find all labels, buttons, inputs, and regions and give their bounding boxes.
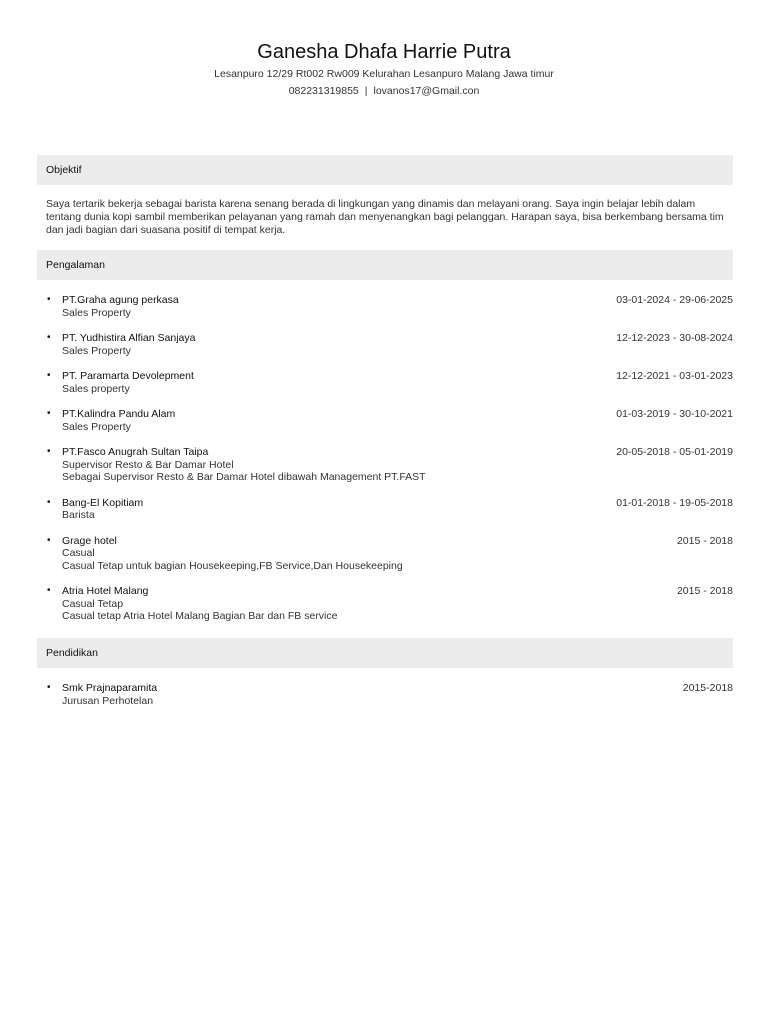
entry-detail: Supervisor Resto & Bar Damar Hotel — [62, 458, 234, 471]
entry-date: 01-01-2018 - 19-05-2018 — [616, 496, 733, 509]
bullet-icon: • — [47, 370, 51, 381]
entry-date: 2015 - 2018 — [676, 534, 733, 547]
entry-detail: Sales property — [62, 382, 130, 395]
entry-detail: Sales Property — [62, 344, 131, 357]
contact-line — [0, 84, 768, 98]
objective-text: Saya tertarik bekerja sebagai barista karena senang berada di lingkungan yang dinamis dan melayani orang. Saya ingin belajar lebih dalam tentang dunia kopi sambil memberikan pelayanan yang ramah dan menyenangkan bagi pelanggan. Harapan saya, bisa berkembang bersama tim dan jadi bagian dari suasana positif di tempat kerja. — [46, 198, 724, 236]
candidate-address: Lesanpuro 12/29 Rt002 Rw009 Kelurahan Lesanpuro Malang Jawa timur — [214, 68, 554, 80]
bullet-icon: • — [47, 682, 51, 693]
entry-title: PT.Fasco Anugrah Sultan Taipa — [62, 446, 209, 458]
entry-title: PT. Yudhistira Alfian Sanjaya — [62, 332, 196, 344]
experience-list — [46, 294, 733, 623]
entry-detail: Barista — [62, 509, 95, 521]
list-item — [46, 446, 733, 484]
entry-title: Grage hotel — [62, 534, 117, 547]
entry-title: PT. Paramarta Devolepment — [62, 370, 194, 382]
list-item — [46, 535, 733, 573]
entry-date: 20-05-2018 - 05-01-2019 — [616, 446, 733, 458]
entry-title: Smk Prajnaparamita — [62, 682, 158, 694]
bullet-icon: • — [47, 294, 51, 305]
education-list — [46, 682, 733, 707]
list-item — [46, 370, 733, 395]
bullet-icon: • — [47, 408, 51, 419]
entry-detail: Casual tetap Atria Hotel Malang Bagian Bar dan FB service — [62, 610, 338, 622]
phone-number: 082231319855 — [288, 85, 359, 97]
section-heading-objective: Objektif — [37, 155, 733, 185]
entry-detail: Casual Tetap — [62, 597, 124, 610]
entry-date: 12-12-2023 - 30-08-2024 — [616, 332, 733, 344]
bullet-icon: • — [47, 496, 51, 508]
entry-date: 2015-2018 — [682, 682, 733, 694]
resume-header — [0, 40, 768, 98]
entry-date: 12-12-2021 - 03-01-2023 — [616, 370, 733, 382]
entry-detail: Sebagai Supervisor Resto & Bar Damar Hotel dibawah Management PT.FAST — [62, 471, 426, 483]
list-item — [46, 408, 733, 433]
section-heading-education: Pendidikan — [37, 638, 733, 668]
entry-date: 01-03-2019 - 30-10-2021 — [616, 408, 733, 420]
list-item — [46, 497, 733, 522]
list-item — [46, 682, 733, 707]
list-item — [46, 332, 733, 357]
entry-detail: Sales Property — [62, 306, 131, 319]
entry-detail: Casual — [62, 547, 95, 559]
contact-separator: | — [364, 85, 368, 97]
entry-title: PT.Graha agung perkasa — [62, 294, 179, 306]
candidate-name: Ganesha Dhafa Harrie Putra — [257, 41, 511, 63]
section-heading-experience: Pengalaman — [37, 250, 733, 280]
bullet-icon: • — [47, 534, 51, 546]
entry-detail: Casual Tetap untuk bagian Housekeeping,FB Service,Dan Housekeeping — [62, 559, 403, 572]
entry-date: 2015 - 2018 — [676, 585, 733, 597]
email-address: lovanos17@Gmail.con — [373, 85, 480, 97]
bullet-icon: • — [47, 446, 51, 457]
list-item — [46, 585, 733, 623]
list-item — [46, 294, 733, 319]
entry-title: Bang-El Kopitiam — [62, 496, 144, 509]
entry-detail: Sales Property — [62, 420, 131, 433]
bullet-icon: • — [47, 585, 51, 596]
entry-detail: Jurusan Perhotelan — [62, 694, 154, 707]
entry-title: PT.Kalindra Pandu Alam — [62, 408, 176, 420]
entry-date: 03-01-2024 - 29-06-2025 — [616, 294, 733, 306]
bullet-icon: • — [47, 332, 51, 343]
entry-title: Atria Hotel Malang — [62, 585, 149, 597]
